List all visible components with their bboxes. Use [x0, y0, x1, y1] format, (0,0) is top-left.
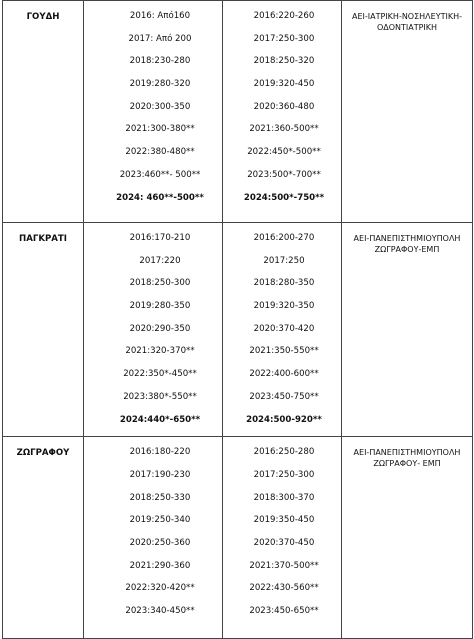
list-item: 2021:290-360 — [129, 560, 191, 571]
value-list — [223, 437, 341, 628]
list-item: 2021:300-380** — [125, 124, 195, 135]
list-item: 2017:250 — [263, 255, 305, 266]
list-item: 2022:450*-500** — [247, 147, 321, 158]
list-item: 2023:450-750** — [249, 391, 319, 402]
university-cell — [342, 1, 473, 223]
list-item: 2019:250-340 — [129, 515, 191, 526]
list-item: 2016:170-210 — [129, 233, 191, 243]
area-name: ΖΩΓΡΑΦΟΥ — [3, 437, 84, 639]
values-column-b — [223, 1, 342, 223]
list-item: 2019:350-450 — [253, 515, 315, 526]
list-item: 2023:340-450** — [125, 606, 195, 616]
list-item: 2016:250-280 — [253, 447, 315, 458]
values-column-b — [223, 223, 342, 437]
values-column-b — [223, 437, 342, 639]
list-item: 2020:360-480 — [253, 101, 315, 112]
table-row — [3, 437, 473, 639]
list-item: 2021:360-500** — [249, 124, 319, 135]
list-item: 2018:250-300 — [129, 278, 191, 289]
list-item: 2020:370-420 — [253, 323, 315, 334]
value-list — [84, 437, 222, 628]
value-list — [84, 223, 222, 436]
list-item: 2022:350*-450** — [123, 369, 197, 380]
list-item: 2020:300-350 — [129, 101, 191, 112]
list-item: 2018:230-280 — [129, 56, 191, 67]
values-column-a — [84, 223, 223, 437]
list-item: 2024:440*-650** — [119, 414, 201, 425]
list-item: 2021:370-500** — [249, 560, 319, 571]
list-item: 2016:200-270 — [253, 233, 315, 243]
list-item: 2017:250-300 — [253, 469, 315, 480]
value-list — [223, 1, 341, 214]
list-item: 2018:250-330 — [129, 492, 191, 503]
area-name: ΠΑΓΚΡΑΤΙ — [3, 223, 84, 437]
list-item: 2023:500*-700** — [247, 169, 321, 180]
list-item: 2023:450-650** — [249, 606, 319, 616]
list-item: 2020:250-360 — [129, 537, 191, 548]
list-item: 2017: Από 200 — [128, 33, 192, 44]
list-item: 2021:350-550** — [249, 346, 319, 357]
list-item: 2023:380*-550** — [123, 391, 197, 402]
list-item: 2021:320-370** — [125, 346, 195, 357]
list-item: 2024: 460**-500** — [116, 192, 204, 203]
list-item: 2018:280-350 — [253, 278, 315, 289]
list-item: 2018:300-370 — [253, 492, 315, 503]
university-line: ΖΩΓΡΑΦΟΥ-ΕΜΠ — [374, 245, 440, 254]
university-line: ΑΕΙ-ΙΑΤΡΙΚΗ-ΝΟΣΗΛΕΥΤΙΚΗ- — [352, 12, 462, 21]
list-item: 2023:460**- 500** — [119, 169, 201, 180]
value-list — [84, 1, 222, 214]
list-item: 2017:220 — [139, 255, 181, 266]
university-line: ΖΩΓΡΑΦΟΥ- ΕΜΠ — [373, 459, 441, 469]
university-cell — [342, 437, 473, 639]
values-column-a — [84, 437, 223, 639]
list-item: 2017:190-230 — [129, 469, 191, 480]
list-item: 2018:250-320 — [253, 56, 315, 67]
area-name: ΓΟΥΔΗ — [3, 1, 84, 223]
list-item: 2020:290-350 — [129, 323, 191, 334]
rent-table — [2, 0, 473, 639]
list-item: 2019:320-350 — [253, 301, 315, 312]
table-row — [3, 223, 473, 437]
value-list — [223, 223, 341, 436]
list-item: 2022:400-600** — [249, 369, 319, 380]
table-row — [3, 1, 473, 223]
list-item: 2016:180-220 — [129, 447, 191, 458]
university-line: ΟΔΟΝΤΙΑΤΡΙΚΗ — [376, 23, 438, 32]
list-item: 2022:320-420** — [125, 583, 195, 594]
university-cell — [342, 223, 473, 437]
university-line: ΑΕΙ-ΠΑΝΕΠΙΣΤΗΜΙΟΥΠΟΛΗ — [353, 234, 461, 243]
list-item: 2016:220-260 — [253, 11, 315, 21]
list-item: 2019:320-450 — [253, 79, 315, 90]
list-item: 2022:430-560** — [249, 583, 319, 594]
list-item: 2019:280-350 — [129, 301, 191, 312]
list-item: 2024:500*-750** — [243, 192, 325, 203]
list-item: 2022:380-480** — [125, 147, 195, 158]
university-line: ΑΕΙ-ΠΑΝΕΠΙΣΤΗΜΙΟΥΠΟΛΗ — [353, 448, 461, 458]
values-column-a — [84, 1, 223, 223]
list-item: 2017:250-300 — [253, 33, 315, 44]
list-item: 2019:280-320 — [129, 79, 191, 90]
list-item: 2020:370-450 — [253, 537, 315, 548]
list-item: 2016: Από160 — [129, 11, 191, 21]
list-item: 2024:500-920** — [246, 414, 322, 425]
